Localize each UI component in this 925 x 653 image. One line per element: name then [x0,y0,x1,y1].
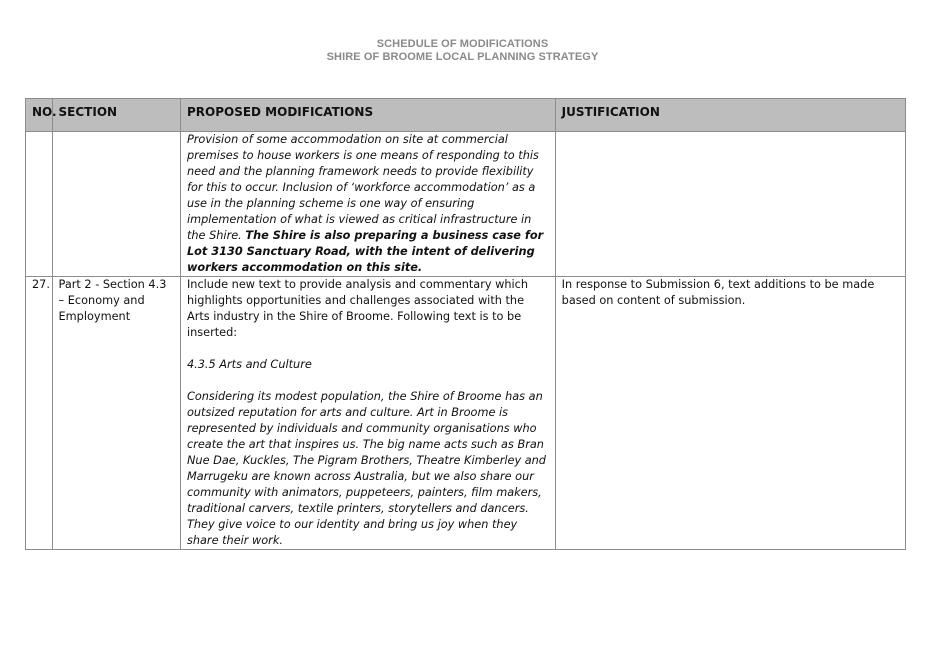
cell-section [52,132,180,277]
proposed-text-italic: Provision of some accommodation on site at commercial premises to house workers is one means of responding to this need and the planning framework needs to provide flexibility for this to occur. Inclusion of ‘workforce accommodation’ as a use in the planning scheme is one way of ensuring implementation of what is viewed as critical infrastructure in the Shire. [186,133,539,242]
proposed-text-bold: The Shire is also preparing a business case for Lot 3130 Sanctuary Road, with the intent of delivering workers accommodation on this site. [186,229,544,274]
column-header-section: SECTION [52,99,180,132]
table-header-row [26,99,906,132]
cell-justification [555,277,905,550]
document-title: SCHEDULE OF MODIFICATIONS [376,38,549,50]
column-header-proposed-modifications: PROPOSED MODIFICATIONS [180,99,555,132]
proposed-text-paragraph [187,132,549,276]
proposed-heading: 4.3.5 Arts and Culture [186,358,312,371]
table-row [26,277,906,550]
proposed-body: Considering its modest population, the Shire of Broome has an outsized reputation for arts and culture. Art in Broome is represented by individuals and community organisations who create the art that inspires us. The big name acts such as Bran Nue Dae, Kuckles, The Pigram Brothers, Theatre Kimberley and Marrugeku are known across Australia, but we also share our community with animators, puppeteers, painters, film makers, traditional carvers, textile printers, storytellers and dancers. They give voice to our identity and bring us joy when they share their work. [186,390,546,547]
cell-justification [555,132,905,277]
modifications-table [25,98,906,550]
column-header-no: NO. [26,99,53,132]
cell-section [52,277,180,550]
document-subtitle: SHIRE OF BROOME LOCAL PLANNING STRATEGY [326,51,599,63]
proposed-intro: Include new text to provide analysis and commentary which highlights opportunities and challenges associated with the Arts industry in the Shire of Broome. Following text is to be inserted: [186,278,529,339]
cell-no: 27. [26,277,53,550]
section-text: Part 2 - Section 4.3 – Economy and Employment [58,278,167,323]
justification-text: In response to Submission 6, text additions to be made based on content of submission. [561,278,875,307]
cell-no [26,132,53,277]
document-header [0,38,925,64]
table-row-continued [26,132,906,277]
cell-proposed-modifications [180,277,555,550]
cell-proposed-modifications [180,132,555,277]
column-header-justification: JUSTIFICATION [555,99,905,132]
